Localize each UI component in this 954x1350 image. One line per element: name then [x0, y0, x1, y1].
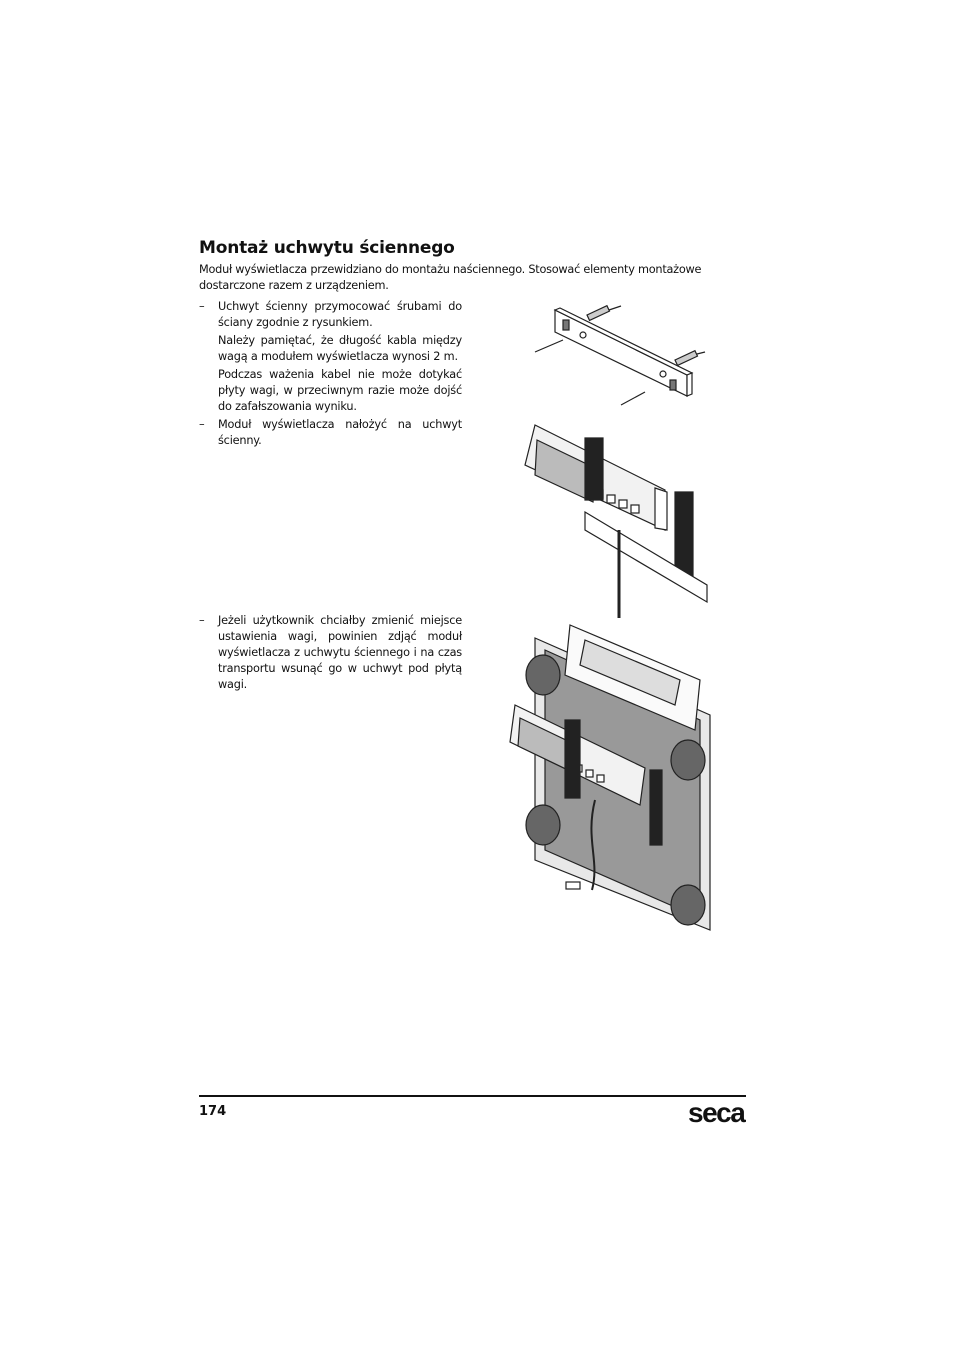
logo-text: seca: [688, 1098, 745, 1128]
page-title: Montaż uchwytu ściennego: [199, 238, 455, 258]
intro-paragraph: Moduł wyświetlacza przewidziano do montażu naściennego. Stosować elementy montażowe dostarczone razem z urządzeniem.: [199, 263, 702, 292]
list-item-text: Podczas ważenia kabel nie może dotykać płyty wagi, w przeciwnym razie może dojść do zafałszowania wyniku.: [218, 368, 462, 413]
list-item: [199, 299, 462, 415]
bullet-dash: –: [199, 300, 205, 313]
instruction-list-bottom: [199, 613, 462, 693]
list-item-text: Uchwyt ścienny przymocować śrubami do ściany zgodnie z rysunkiem.: [218, 300, 462, 329]
seca-logo: [688, 1098, 748, 1128]
page-number: 174: [199, 1104, 227, 1119]
bullet-dash: –: [199, 418, 205, 431]
bullet-dash: –: [199, 614, 205, 627]
scale-transport-illustration: [500, 620, 730, 940]
wall-bracket-illustration: [525, 300, 725, 410]
list-item-text: Należy pamiętać, że długość kabla między wagą a modułem wyświetlacza wynosi 2 m.: [218, 334, 462, 363]
display-mounting-illustration: [515, 420, 715, 620]
list-item: [199, 613, 462, 693]
instruction-list-top: [199, 299, 462, 449]
list-item-text: Jeżeli użytkownik chciałby zmienić miejsce ustawienia wagi, powinien zdjąć moduł wyświetlacza z uchwytu ściennego i na czas transportu wsunąć go w uchwyt pod płytą wagi.: [218, 614, 462, 691]
list-item-text: Moduł wyświetlacza nałożyć na uchwyt ścienny.: [218, 418, 462, 447]
footer-rule: [199, 1095, 746, 1097]
list-item: [199, 417, 462, 449]
